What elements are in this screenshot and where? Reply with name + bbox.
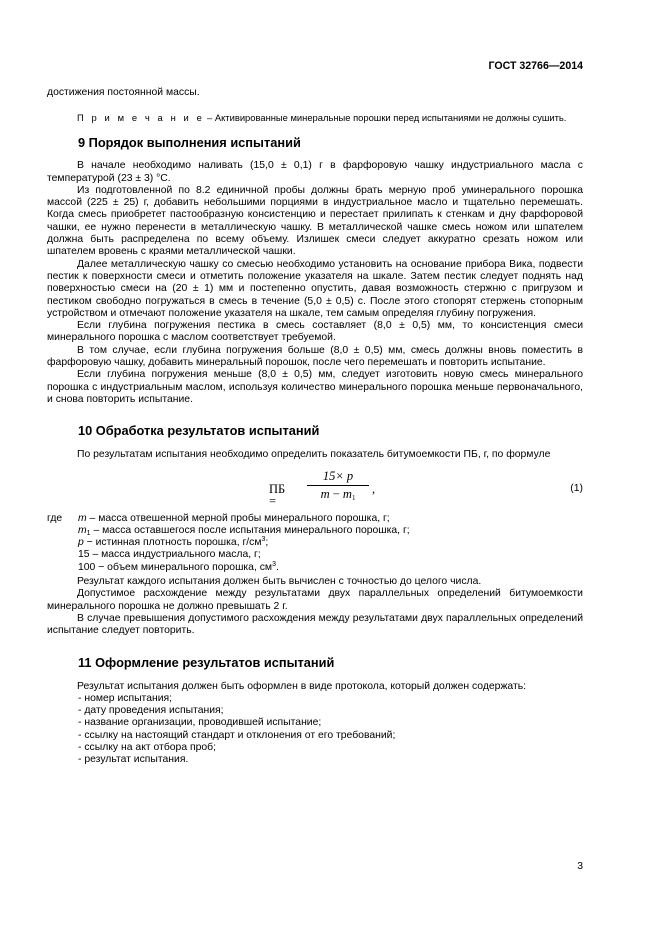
superscript: 3 xyxy=(261,536,266,544)
legend-end: . xyxy=(275,561,279,573)
note xyxy=(47,112,583,123)
s9-paragraph-2: Из подготовленной по 8.2 единичной пробы должны брать мерную проб уминерального порошка массой (225 ± 25) г, добавить небольшими порциями в индустриальное масло и тщательно перемешать. Когда смесь приобретет пастообразную консистенцию и перестает прилипать к стенкам и дну фарфоровой чашки, ее нужно перенести в металлическую чашку. В металлической чашке смесь ножом или шпателем должна быть распределена по всему объему. Излишек смеси следует аккуратно срезать ножом или шпателем вровень с краями металлической чашки. xyxy=(47,184,583,258)
list-item: - дату проведения испытания; xyxy=(78,705,224,717)
formula-lhs: ПБ = xyxy=(269,481,286,508)
list-item: - ссылку на акт отбора проб; xyxy=(78,741,217,753)
document-id: ГОСТ 32766—2014 xyxy=(488,60,583,72)
fraction-bar xyxy=(307,485,369,486)
section-11-heading: 11 Оформление результатов испытаний xyxy=(78,654,335,670)
list-item: - номер испытания; xyxy=(78,692,173,704)
list-item: - результат испытания. xyxy=(78,754,189,766)
formula-1 xyxy=(47,469,583,513)
legend-line-1 xyxy=(78,513,583,525)
den-sub: 1 xyxy=(351,493,356,502)
symbol-m1: m xyxy=(78,524,87,536)
superscript: 3 xyxy=(272,560,276,568)
den-m1: m xyxy=(342,486,352,501)
symbol-sub: 1 xyxy=(86,529,91,537)
s9-paragraph-5: В том случае, если глубина погружения больше (8,0 ± 0,5) мм, смесь должны вновь поместить в фарфоровую чашку, добавить минеральный порошок, после чего перемешать и повторить испытание. xyxy=(47,344,583,369)
legend-text: – масса оставшегося после испытания минерального порошка, г; xyxy=(90,524,410,536)
list-item: - название организации, проводившей испытание; xyxy=(78,717,322,729)
symbol-m: m xyxy=(78,512,87,524)
den-op: − xyxy=(329,486,343,501)
symbol-p: p xyxy=(78,537,84,549)
formula-fraction xyxy=(307,469,369,502)
protocol-contents-list xyxy=(47,693,583,767)
legend-end: ; xyxy=(265,537,269,549)
formula-number: (1) xyxy=(570,482,583,494)
section-9-heading: 9 Порядок выполнения испытаний xyxy=(78,135,301,151)
formula-legend xyxy=(47,513,583,574)
s10-paragraph-3: Допустимое расхождение между результатами двух параллельных определений битумоемкости минерального порошка не должно превышать 2 г. xyxy=(47,588,583,612)
s10-paragraph-2: Результат каждого испытания должен быть вычислен с точностью до целого числа. xyxy=(77,576,482,588)
formula-numerator: 15× p xyxy=(322,468,354,483)
legend-text: 100 − объем минерального порошка, см xyxy=(78,561,273,573)
legend-line-4: 15 – масса индустриального масла, г; xyxy=(78,549,261,561)
legend-line-5 xyxy=(78,562,583,574)
formula-denominator xyxy=(307,487,369,502)
note-label: П р и м е ч а н и е xyxy=(77,112,205,124)
s9-paragraph-3: Далее металлическую чашку со смесью необходимо установить на основание прибора Вика, подвести пестик к поверхности смеси и отметить положение указателя на шкале. Затем пестик следует поднять над поверхностью смеси на (20 ± 1) мм и постепенно опустить, давая возможность стержню с пригрузом и пестиком свободно погружаться в смесь в течение (5,0 ± 0,5) с. После этого стопорят стержень стопорным устройством и отмечают положение указателя на шкале, тем самым определяя глубину погружения. xyxy=(47,258,583,319)
legend-line-3 xyxy=(78,537,583,549)
formula-comma: , xyxy=(372,481,376,496)
s11-paragraph-1: Результат испытания должен быть оформлен в виде протокола, который должен содержать: xyxy=(77,680,527,692)
legend-text: – масса отвешенной мерной пробы минерального порошка, г; xyxy=(86,512,390,524)
s10-paragraph-4: В случае превышения допустимого расхождения между результатами двух параллельных определений испытание следует повторить. xyxy=(47,612,583,637)
note-text: – Активированные минеральные порошки перед испытаниями не должны сушить. xyxy=(207,112,567,124)
den-m: m xyxy=(320,486,330,501)
paragraph-continuation: достижения постоянной массы. xyxy=(47,87,200,98)
section-10-heading: 10 Обработка результатов испытаний xyxy=(78,423,320,439)
legend-label: где xyxy=(47,512,63,524)
s9-paragraph-4: Если глубина погружения пестика в смесь составляет (8,0 ± 0,5) мм, то консистенция смеси минерального порошка с маслом соответствует требуемой. xyxy=(47,320,583,344)
page-body xyxy=(47,87,583,767)
s9-paragraph-1: В начале необходимо наливать (15,0 ± 0,1) г в фарфоровую чашку индустриального масла с температурой (23 ± 3) °С. xyxy=(47,160,583,184)
list-item: - ссылку на настоящий стандарт и отклонения от его требований; xyxy=(78,729,396,741)
legend-text: − истинная плотность порошка, г/см xyxy=(83,537,262,549)
page-number: 3 xyxy=(577,861,583,872)
s9-paragraph-6: Если глубина погружения меньше (8,0 ± 0,5) мм, следует изготовить новую смесь минерального порошка с индустриальным маслом, используя количество минерального порошка меньше первоначального, и снова повторить испытание. xyxy=(47,369,583,405)
legend-line-2 xyxy=(78,525,583,537)
s10-paragraph-1: По результатам испытания необходимо определить показатель битумоемкости ПБ, г, по формуле xyxy=(77,449,551,461)
